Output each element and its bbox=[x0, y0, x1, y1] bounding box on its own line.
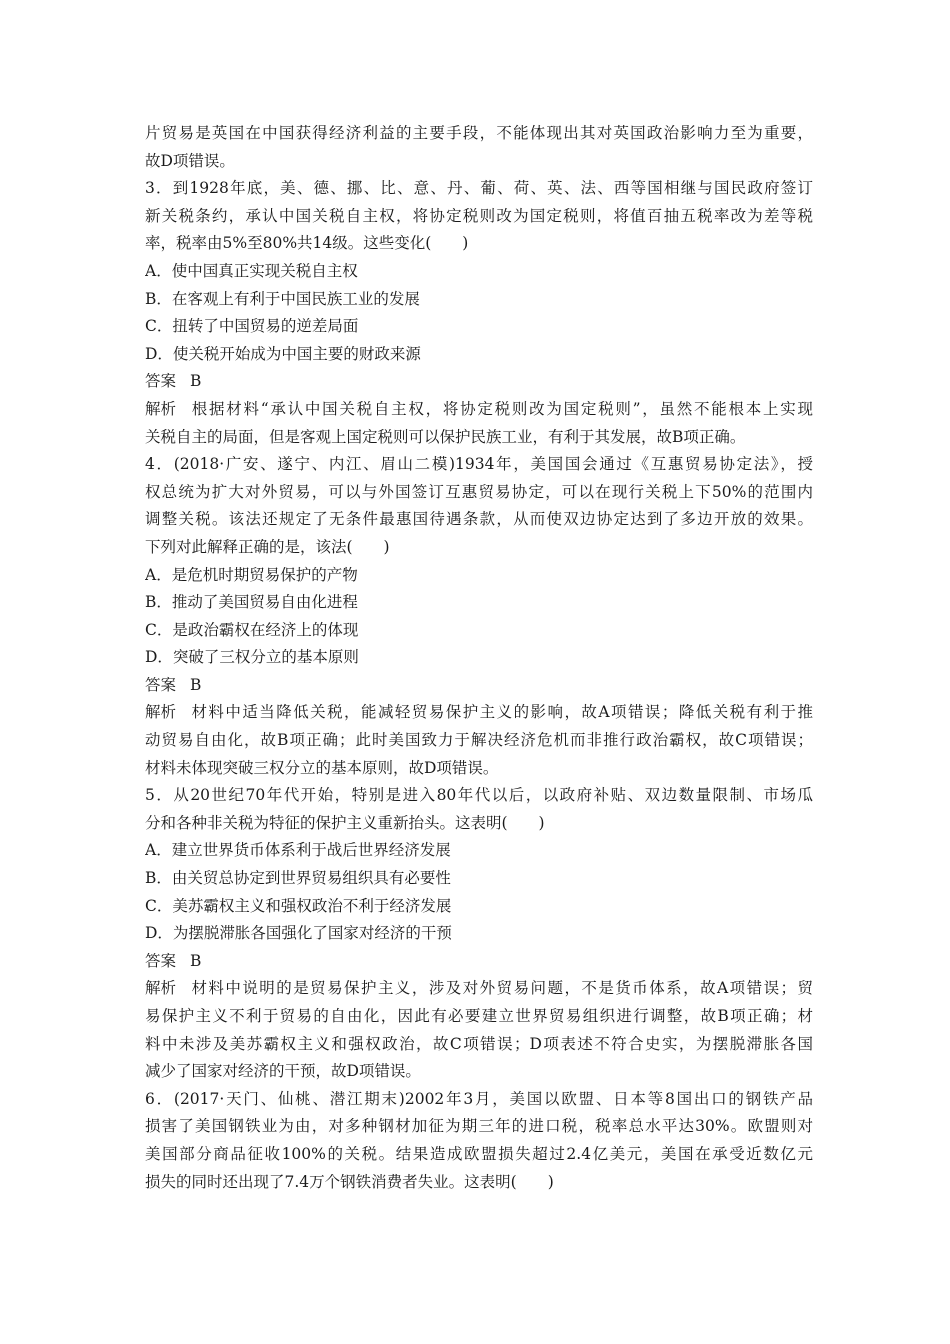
question-4 bbox=[145, 451, 813, 782]
option-c: C．美苏霸权主义和强权政治不利于经济发展 bbox=[145, 896, 452, 915]
analysis-line: 关税自主的局面，但是客观上国定税则可以保护民族工业，有利于其发展，故B项正确。 bbox=[145, 427, 746, 446]
option-d: D．为摆脱滞胀各国强化了国家对经济的干预 bbox=[145, 924, 452, 943]
answer-value: B bbox=[190, 675, 202, 694]
analysis-label: 解析 bbox=[145, 399, 177, 418]
analysis-line: 料中未涉及美苏霸权主义和强权政治，故C项错误；D项表述不符合史实，为摆脱滞胀各国 bbox=[145, 1034, 813, 1053]
option-d: D．突破了三权分立的基本原则 bbox=[145, 648, 359, 667]
option-b: B．由关贸总协定到世界贸易组织具有必要性 bbox=[145, 869, 451, 888]
option-c: C．是政治霸权在经济上的体现 bbox=[145, 620, 359, 639]
analysis-line bbox=[145, 699, 813, 727]
option-a: A．使中国真正实现关税自主权 bbox=[145, 261, 358, 280]
option-a: A．建立世界货币体系利于战后世界经济发展 bbox=[145, 841, 451, 860]
analysis-label: 解析 bbox=[145, 979, 177, 998]
analysis-text: 材料中适当降低关税，能减轻贸易保护主义的影响，故A项错误；降低关税有利于推 bbox=[190, 703, 813, 722]
question-stem-line: 损失的同时还出现了7.4万个钢铁消费者失业。这表明( ) bbox=[145, 1172, 554, 1191]
analysis-text: 材料中说明的是贸易保护主义，涉及对外贸易问题，不是货币体系，故A项错误；贸 bbox=[190, 979, 813, 998]
analysis-label: 解析 bbox=[145, 703, 177, 722]
answer-line bbox=[145, 672, 813, 700]
analysis-line: 易保护主义不利于贸易的自由化，因此有必要建立世界贸易组织进行调整，故B项正确；材 bbox=[145, 1007, 813, 1025]
analysis-line: 材料未体现突破三权分立的基本原则，故D项错误。 bbox=[145, 758, 499, 777]
analysis-line: 减少了国家对经济的干预，故D项错误。 bbox=[145, 1062, 421, 1081]
question-stem-line: 下列对此解释正确的是，该法( ) bbox=[145, 537, 390, 556]
analysis-line: 动贸易自由化，故B项正确；此时美国致力于解决经济危机而非推行政治霸权，故C项错误； bbox=[145, 731, 813, 750]
option-d: D．使关税开始成为中国主要的财政来源 bbox=[145, 344, 421, 363]
option-a: A．是危机时期贸易保护的产物 bbox=[145, 565, 358, 584]
question-stem-line: 分和各种非关税为特征的保护主义重新抬头。这表明( ) bbox=[145, 813, 545, 832]
answer-label: 答案 bbox=[145, 951, 177, 970]
question-stem-line: 调整关税。该法还规定了无条件最惠国待遇条款，从而使双边协定达到了多边开放的效果。 bbox=[145, 510, 813, 529]
q2-analysis-line: 故D项错误。 bbox=[145, 151, 235, 170]
answer-label: 答案 bbox=[145, 675, 177, 694]
analysis-text: 根据材料“承认中国关税自主权，将协定税则改为国定税则”，虽然不能根本上实现 bbox=[190, 399, 813, 418]
question-stem-line: 3．到1928年底，美、德、挪、比、意、丹、葡、荷、英、法、西等国相继与国民政府签订 bbox=[145, 179, 813, 198]
answer-line bbox=[145, 368, 813, 396]
question-stem-line: 新关税条约，承认中国关税自主权，将协定税则改为国定税则，将值百抽五税率改为差等税 bbox=[145, 206, 813, 225]
question-5 bbox=[145, 782, 813, 1086]
question-stem-line: 美国部分商品征收100%的关税。结果造成欧盟损失超过2.4亿美元，美国在承受近数亿元 bbox=[145, 1144, 813, 1163]
question-stem-line: 损害了美国钢铁业为由，对多种钢材加征为期三年的进口税，税率总水平达30%。欧盟则对 bbox=[145, 1117, 813, 1136]
question-stem-line: 率，税率由5%至80%共14级。这些变化( ) bbox=[145, 234, 469, 253]
analysis-line bbox=[145, 975, 813, 1003]
option-b: B．推动了美国贸易自由化进程 bbox=[145, 593, 358, 612]
option-b: B．在客观上有利于中国民族工业的发展 bbox=[145, 289, 420, 308]
option-c: C．扭转了中国贸易的逆差局面 bbox=[145, 317, 359, 336]
answer-value: B bbox=[190, 372, 202, 391]
question-stem-line: 4．(2018·广安、遂宁、内江、眉山二模)1934年，美国国会通过《互惠贸易协定法》，授 bbox=[145, 455, 813, 474]
answer-value: B bbox=[190, 951, 202, 970]
q2-analysis-line: 片贸易是英国在中国获得经济利益的主要手段，不能体现出其对英国政治影响力至为重要， bbox=[145, 124, 813, 142]
answer-line bbox=[145, 948, 813, 976]
question-stem-line: 6．(2017·天门、仙桃、潜江期末)2002年3月，美国以欧盟、日本等8国出口的钢铁产品 bbox=[145, 1089, 813, 1108]
analysis-line bbox=[145, 396, 813, 424]
question-stem-line: 权总统为扩大对外贸易，可以与外国签订互惠贸易协定，可以在现行关税上下50%的范围内 bbox=[145, 482, 813, 501]
question-6 bbox=[145, 1086, 813, 1196]
page-content bbox=[145, 120, 813, 1196]
question-stem-line: 5．从20世纪70年代开始，特别是进入80年代以后，以政府补贴、双边数量限制、市场瓜 bbox=[145, 786, 813, 805]
answer-label: 答案 bbox=[145, 372, 177, 391]
question-3 bbox=[145, 175, 813, 451]
